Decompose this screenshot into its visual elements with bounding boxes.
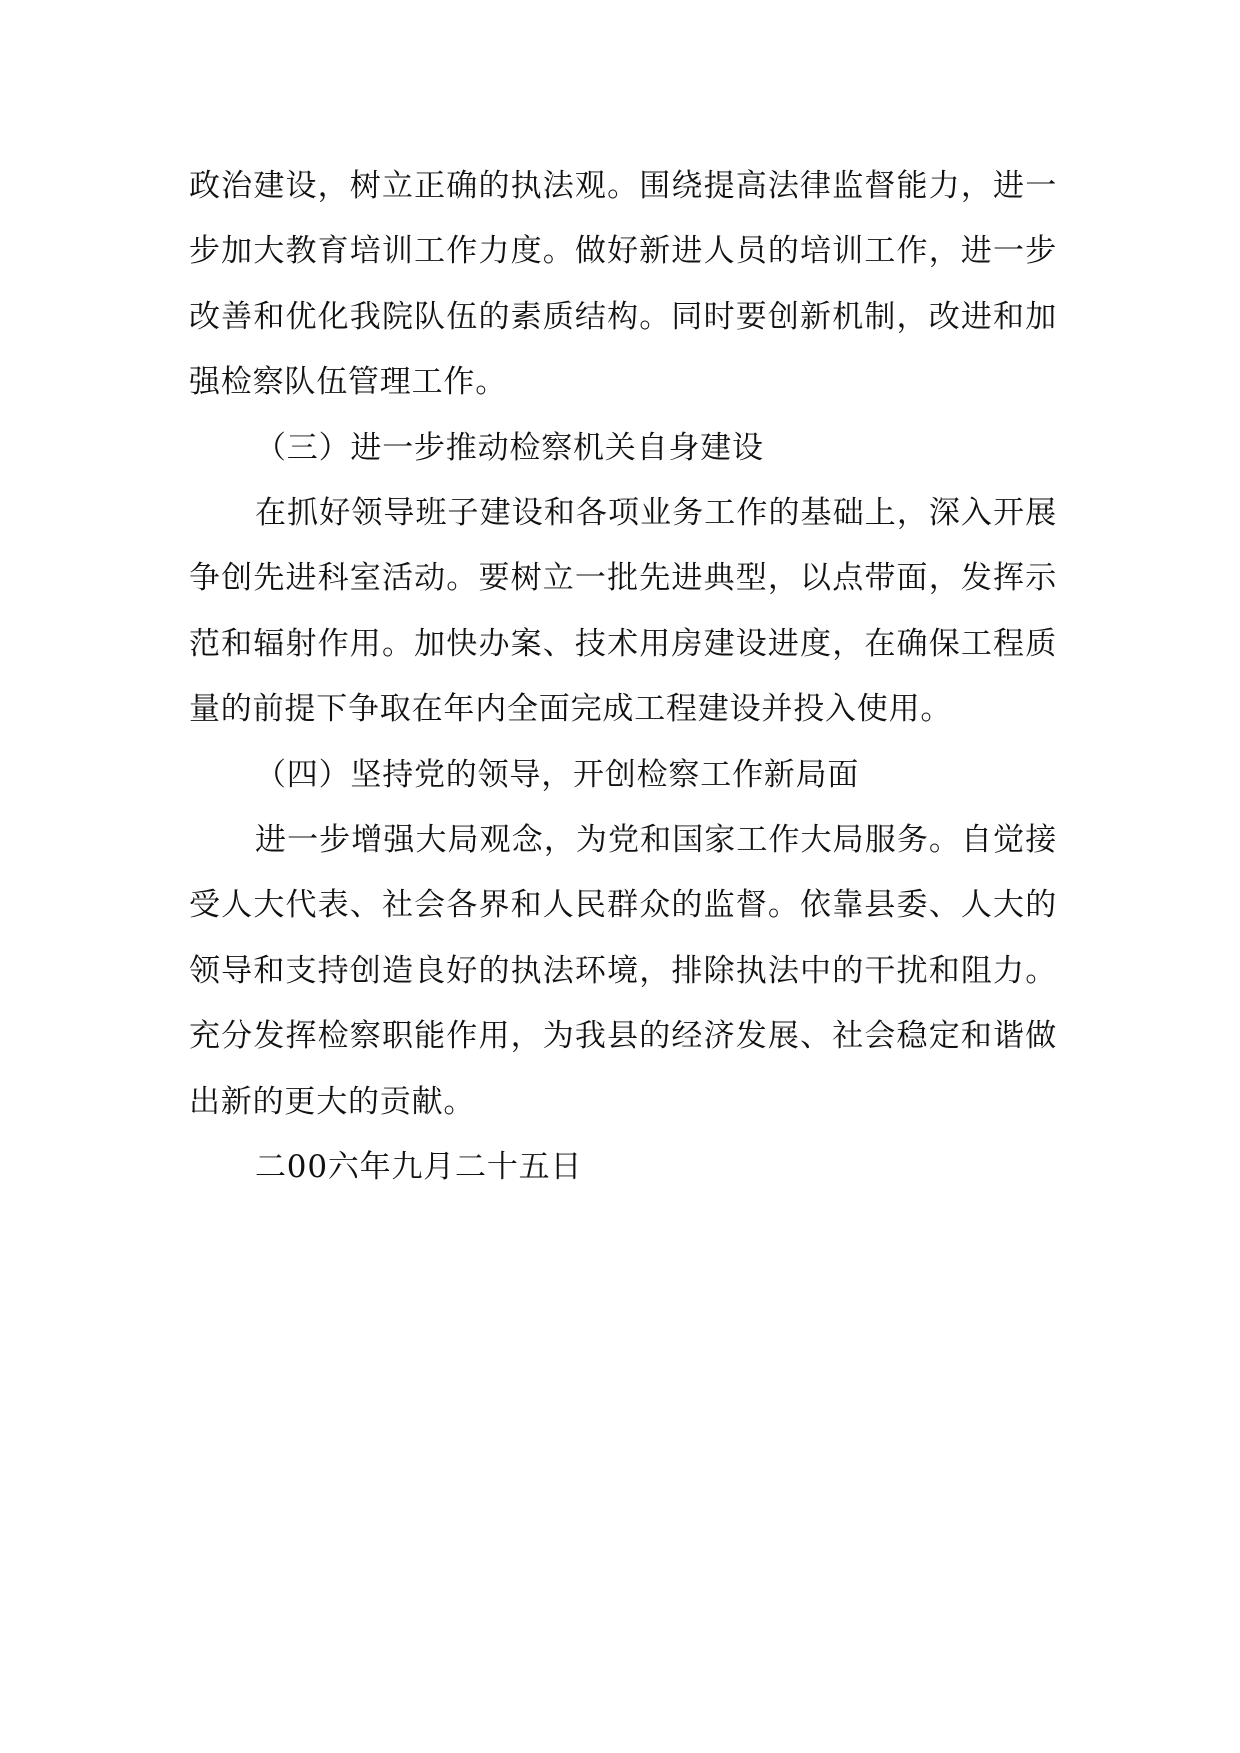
section-heading-4: （四）坚持党的领导，开创检察工作新局面 bbox=[255, 756, 860, 793]
document-date: 二00六年九月二十五日 bbox=[255, 1149, 583, 1186]
paragraph-section-3: 在抓好领导班子建设和各项业务工作的基础上，深入开展争创先进科室活动。要树立一批先进典型，以点带面，发挥示范和辐射作用。加快办案、技术用房建设进度，在确保工程质量的前提下争取在年内全面完成工程建设并投入使用。 bbox=[189, 495, 1057, 728]
paragraph-section-4: 进一步增强大局观念，为党和国家工作大局服务。自觉接受人大代表、社会各界和人民群众的监督。依靠县委、人大的领导和支持创造良好的执法环境，排除执法中的干扰和阻力。充分发挥检察职能作用，为我县的经济发展、社会稳定和谐做出新的更大的贡献。 bbox=[189, 822, 1057, 1120]
section-heading-3: （三）进一步推动检察机关自身建设 bbox=[255, 429, 764, 466]
document-body bbox=[189, 154, 1057, 1201]
paragraph-continuation: 政治建设，树立正确的执法观。围绕提高法律监督能力，进一步加大教育培训工作力度。做好新进人员的培训工作，进一步改善和优化我院队伍的素质结构。同时要创新机制，改进和加强检察队伍管理工作。 bbox=[189, 168, 1057, 401]
